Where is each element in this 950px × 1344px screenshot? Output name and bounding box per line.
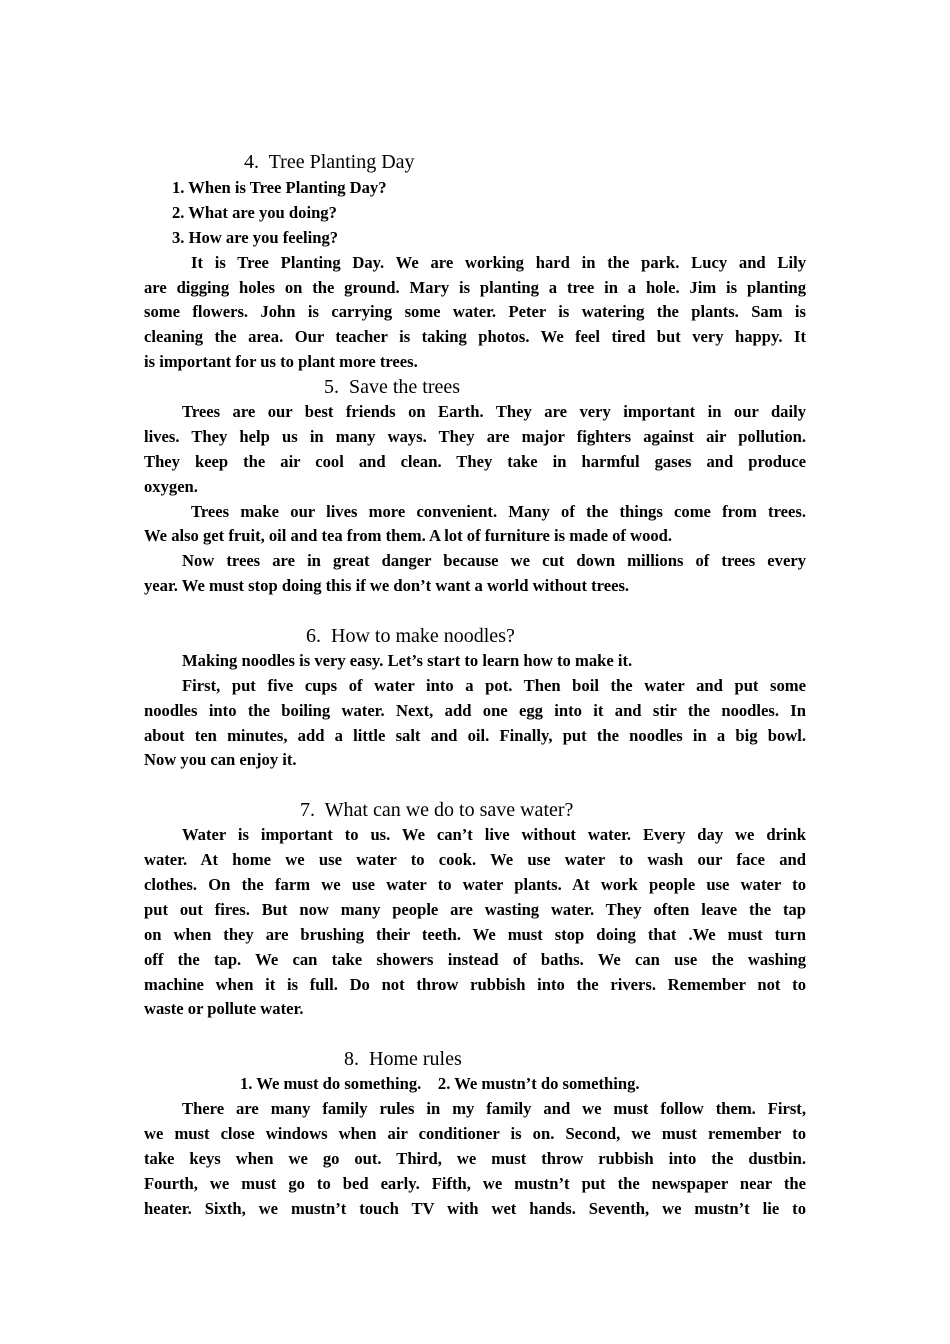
section-4-line-3: some flowers. John is carrying some water. Peter is watering the plants. Sam is xyxy=(144,302,806,322)
section-5-line-4: oxygen. xyxy=(144,476,198,496)
section-6-line-1: Making noodles is very easy. Let’s start to learn how to make it. xyxy=(182,650,633,670)
section-7-line-1: Water is important to us. We can’t live without water. Every day we drink xyxy=(182,825,806,845)
section-7-line-4: put out fires. But now many people are wasting water. They often leave the tap xyxy=(144,899,806,919)
section-6-line-5: Now you can enjoy it. xyxy=(144,750,297,770)
section-4-question-2: 2. What are you doing? xyxy=(172,202,337,222)
section-5-line-6: We also get fruit, oil and tea from them. A lot of furniture is made of wood. xyxy=(144,526,673,546)
section-8-line-2: we must close windows when air conditioner is on. Second, we must remember to xyxy=(144,1123,806,1143)
section-4-question-3: 3. How are you feeling? xyxy=(172,227,339,247)
section-7-line-7: machine when it is full. Do not throw rubbish into the rivers. Remember not to xyxy=(144,974,806,994)
section-6-line-3: noodles into the boiling water. Next, add one egg into it and stir the noodles. In xyxy=(144,700,806,720)
section-5-line-5: Trees make our lives more convenient. Many of the things come from trees. xyxy=(191,501,806,521)
section-4-title: 4. Tree Planting Day xyxy=(244,151,415,173)
section-5-line-1: Trees are our best friends on Earth. They are very important in our daily xyxy=(182,402,806,422)
section-4-line-5: is important for us to plant more trees. xyxy=(144,352,418,372)
section-7-line-5: on when they are brushing their teeth. We must stop doing that .We must turn xyxy=(144,924,806,944)
section-7-line-8: waste or pollute water. xyxy=(144,999,304,1019)
section-5-line-3: They keep the air cool and clean. They take in harmful gases and produce xyxy=(144,451,806,471)
section-8-questions xyxy=(144,1072,806,1097)
section-8-line-4: Fourth, we must go to bed early. Fifth, we mustn’t put the newspaper near the xyxy=(144,1173,806,1193)
spacer xyxy=(144,1022,806,1047)
section-5-line-2: lives. They help us in many ways. They are major fighters against air pollution. xyxy=(144,426,806,446)
section-8-line-1: There are many family rules in my family and we must follow them. First, xyxy=(182,1098,806,1118)
section-5-line-7: Now trees are in great danger because we cut down millions of trees every xyxy=(182,551,806,571)
section-4-line-2: are digging holes on the ground. Mary is planting a tree in a hole. Jim is planting xyxy=(144,277,806,297)
section-7-line-3: clothes. On the farm we use water to water plants. At work people use water to xyxy=(144,874,806,894)
section-6-title: 6. How to make noodles? xyxy=(306,625,515,648)
section-4-question-1: 1. When is Tree Planting Day? xyxy=(172,178,387,197)
section-7-line-6: off the tap. We can take showers instead of baths. We can use the washing xyxy=(144,949,806,969)
section-8-title: 8. Home rules xyxy=(344,1048,462,1071)
section-6-line-4: about ten minutes, add a little salt and oil. Finally, put the noodles in a big bowl. xyxy=(144,725,806,745)
section-5-line-8: year. We must stop doing this if we don’t want a world without trees. xyxy=(144,576,630,596)
spacer xyxy=(144,599,806,624)
section-4-line-4: cleaning the area. Our teacher is taking photos. We feel tired but very happy. It xyxy=(144,327,806,347)
section-8-line-3: take keys when we go out. Third, we must throw rubbish into the dustbin. xyxy=(144,1148,806,1168)
document-page xyxy=(144,148,806,1221)
question-gap xyxy=(421,1074,438,1093)
spacer xyxy=(144,773,806,798)
section-7-title: 7. What can we do to save water? xyxy=(300,799,574,822)
section-8-question-2: 2. We mustn’t do something. xyxy=(437,1074,640,1094)
section-4-line-1: It is Tree Planting Day. We are working hard in the park. Lucy and Lily xyxy=(191,252,806,272)
section-8-line-5: heater. Sixth, we mustn’t touch TV with wet hands. Seventh, we mustn’t lie to xyxy=(144,1198,806,1218)
section-8-question-1: 1. We must do something. xyxy=(240,1074,422,1094)
section-7-line-2: water. At home we use water to cook. We use water to wash our face and xyxy=(144,850,806,870)
section-6-line-2: First, put five cups of water into a pot. Then boil the water and put some xyxy=(182,675,806,695)
section-5-title: 5. Save the trees xyxy=(324,376,461,399)
